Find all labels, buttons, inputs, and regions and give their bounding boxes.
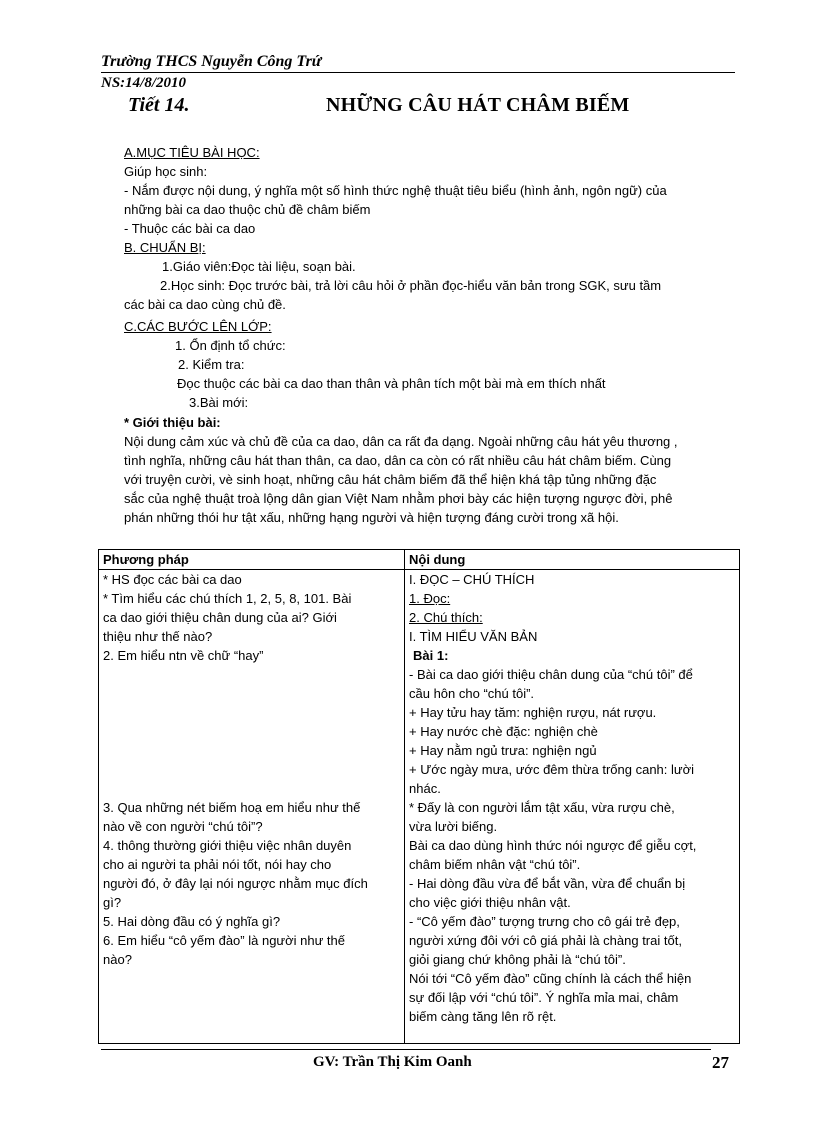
student-prep-cont: các bài ca dao cùng chủ đề.	[124, 297, 286, 312]
method-line: cho ai người ta phải nói tốt, nói hay cho	[103, 857, 332, 872]
text-line: - Thuộc các bài ca dao	[124, 221, 256, 236]
content-line: người xứng đôi với cô giá phải là chàng trai tốt,	[409, 933, 682, 948]
content-line: vừa lười biếng.	[409, 819, 498, 834]
method-spacer	[103, 665, 400, 798]
section-b-heading: B. CHUẨN BỊ:	[124, 240, 206, 255]
text-line: với truyện cười, vè sinh hoạt, những câu hát châm biếm đã thể hiện khá tập tủng những đặc	[124, 472, 657, 487]
section-objectives	[124, 143, 734, 238]
method-line: người đó, ở đây lại nói ngược nhằm mục đích	[103, 876, 368, 891]
method-line: ca dao giới thiệu chân dung của ai? Giới	[103, 610, 337, 625]
text-line: Giúp học sinh:	[124, 164, 208, 179]
content-heading: I. TÌM HIỂU VĂN BẢN	[409, 629, 538, 644]
content-line: + Hay nước chè đặc: nghiện chè	[409, 724, 598, 739]
content-bai-label: Bài 1:	[413, 648, 449, 663]
method-line: nào?	[103, 952, 132, 967]
content-line: cho việc giới thiệu nhân vật.	[409, 895, 571, 910]
content-subheading: 1. Đọc:	[409, 591, 451, 606]
content-line: nhác.	[409, 781, 441, 796]
content-line: sự đối lập với “chú tôi”. Ý nghĩa mỉa mai, châm	[409, 990, 679, 1005]
content-line: cầu hôn cho “chú tôi”.	[409, 686, 535, 701]
content-line: giỏi giang chứ không phải là “chú tôi”.	[409, 952, 626, 967]
page-title: NHỮNG CÂU HÁT CHÂM BIẾM	[326, 94, 630, 116]
section-steps	[124, 317, 734, 412]
method-line: 5. Hai dòng đầu có ý nghĩa gì?	[103, 914, 281, 929]
page-number: 27	[712, 1053, 729, 1072]
intro-heading: * Giới thiệu bài:	[124, 415, 221, 430]
content-line: + Hay tửu hay tăm: nghiện rượu, nát rượu.	[409, 705, 657, 720]
content-line: - Bài ca dao giới thiệu chân dung của “chú tôi” để	[409, 667, 693, 682]
content-line: * Đấy là con người lắm tật xấu, vừa rượu chè,	[409, 800, 675, 815]
method-cell	[99, 570, 405, 1044]
column-header-method: Phương pháp	[99, 550, 405, 570]
lesson-number: Tiết 14.	[128, 94, 190, 116]
method-line: 3. Qua những nét biếm hoạ em hiểu như thế	[103, 800, 361, 815]
section-preparation	[124, 238, 734, 314]
content-line: + Hay nằm ngủ trưa: nghiện ngủ	[409, 743, 597, 758]
content-line: - “Cô yếm đào” tượng trưng cho cô gái trẻ đẹp,	[409, 914, 680, 929]
footer-teacher: GV: Trần Thị Kim Oanh	[313, 1054, 472, 1070]
section-c-heading: C.CÁC BƯỚC LÊN LỚP:	[124, 319, 272, 334]
method-line: thiệu như thế nào?	[103, 629, 213, 644]
step-2: 2. Kiểm tra:	[178, 357, 245, 372]
method-line: gì?	[103, 895, 122, 910]
content-line: biếm càng tăng lên rõ rệt.	[409, 1009, 557, 1024]
header-divider	[101, 72, 735, 73]
text-line: những bài ca dao thuộc chủ đề châm biếm	[124, 202, 371, 217]
content-line: - Hai dòng đầu vừa để bắt vần, vừa để chuẩn bị	[409, 876, 686, 891]
text-line: - Nắm được nội dung, ý nghĩa một số hình thức nghệ thuật tiêu biểu (hình ảnh, ngôn ngữ) của	[124, 183, 667, 198]
method-line: * Tìm hiểu các chú thích 1, 2, 5, 8, 101. Bài	[103, 591, 352, 606]
student-prep: 2.Học sinh: Đọc trước bài, trả lời câu hỏi ở phần đọc-hiểu văn bản trong SGK, sưu tầm	[160, 278, 662, 293]
check-task: Đọc thuộc các bài ca dao than thân và phân tích một bài mà em thích nhất	[177, 376, 606, 391]
content-cell	[405, 570, 740, 1044]
step-3: 3.Bài mới:	[189, 395, 249, 410]
text-line: Nội dung cảm xúc và chủ đề của ca dao, dân ca rất đa dạng. Ngoài những câu hát yêu thương ,	[124, 434, 678, 449]
content-line: + Ước ngày mưa, ước đêm thừa trống canh: lười	[409, 762, 695, 777]
lesson-table	[98, 549, 740, 1044]
content-line: châm biếm nhân vật “chú tôi”.	[409, 857, 581, 872]
method-line: 6. Em hiểu “cô yếm đào” là người như thế	[103, 933, 345, 948]
content-heading: I. ĐỌC – CHÚ THÍCH	[409, 572, 535, 587]
content-line: Nói tới “Cô yếm đào” cũng chính là cách thể hiện	[409, 971, 692, 986]
date-label: NS:14/8/2010	[101, 75, 187, 91]
step-1: 1. Ổn định tổ chức:	[175, 338, 286, 353]
table-row	[99, 570, 740, 1044]
method-line: nào về con người “chú tôi”?	[103, 819, 263, 834]
footer-divider	[101, 1049, 711, 1050]
text-line: phán những thói hư tật xấu, những hạng người và hiện tượng đáng cười trong xã hội.	[124, 510, 619, 525]
method-line: 4. thông thường giới thiệu việc nhân duyên	[103, 838, 352, 853]
method-line: 2. Em hiểu ntn về chữ “hay”	[103, 648, 264, 663]
text-line: tình nghĩa, những câu hát than thân, ca dao, dân ca còn có rất nhiều câu hát châm biếm. Cùng	[124, 453, 672, 468]
teacher-prep: 1.Giáo viên:Đọc tài liệu, soạn bài.	[162, 259, 356, 274]
section-intro	[124, 413, 734, 527]
text-line: sắc của nghệ thuật troà lộng dân gian Việt Nam nhằm phơi bày các hiện tượng ngược đời, phê	[124, 491, 673, 506]
school-name: Trường THCS Nguyễn Công Trứ	[101, 53, 322, 70]
method-line: * HS đọc các bài ca dao	[103, 572, 242, 587]
column-header-content: Nội dung	[405, 550, 740, 570]
section-a-heading: A.MỤC TIÊU BÀI HỌC:	[124, 145, 260, 160]
content-subheading: 2. Chú thích:	[409, 610, 483, 625]
table-header-row	[99, 550, 740, 570]
content-line: Bài ca dao dùng hình thức nói ngược để giễu cợt,	[409, 838, 697, 853]
